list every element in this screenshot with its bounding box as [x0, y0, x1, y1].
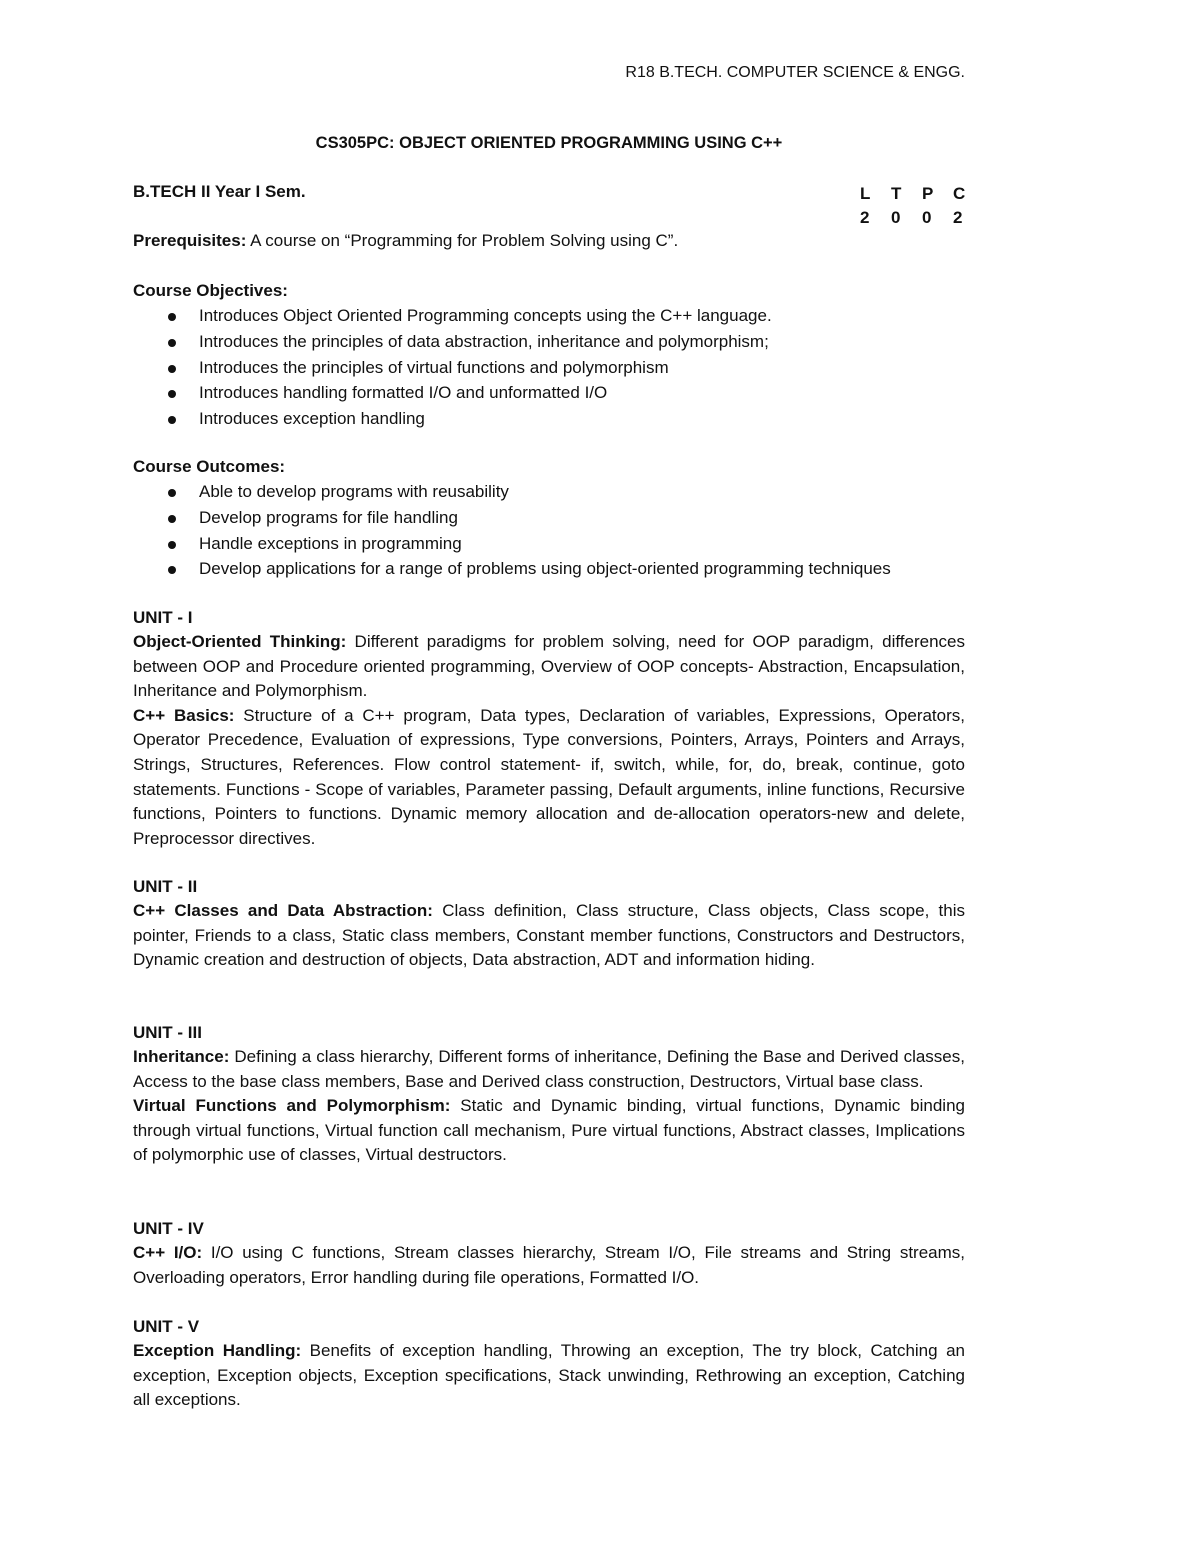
- outcomes-heading: Course Outcomes:: [133, 457, 286, 476]
- outcome-text: Develop programs for file handling: [199, 507, 458, 527]
- ltpc-label: L: [860, 184, 871, 203]
- unit-paragraph: [133, 1241, 965, 1290]
- ltpc-value: 0: [891, 208, 901, 227]
- bullet-icon: [168, 365, 176, 373]
- topic-label: Virtual Functions and Polymorphism:: [133, 1096, 451, 1116]
- course-outcomes: [133, 455, 965, 582]
- list-item: [133, 329, 965, 355]
- list-item: [133, 556, 965, 582]
- ltpc-labels-row: [860, 182, 965, 206]
- outcome-text: Handle exceptions in programming: [199, 533, 462, 553]
- topic-text: Structure of a C++ program, Data types, Declaration of variables, Expressions, Operators, Operator Precedence, Evaluation of expressions, Type conversions, Pointers, Arrays, Pointers and Arrays, Strings, Structures, References. Flow control statement- if, switch, while, for, do, break, continue, goto statements. Functions - Scope of variables, Parameter passing, Default arguments, inline functions, Recursive functions, Pointers to functions. Dynamic memory allocation and de-allocation operators-new and delete, Preprocessor directives.: [133, 705, 965, 848]
- objective-text: Introduces the principles of virtual functions and polymorphism: [199, 357, 669, 377]
- bullet-icon: [168, 566, 176, 574]
- objective-text: Introduces Object Oriented Programming concepts using the C++ language.: [199, 306, 772, 325]
- unit-heading: UNIT - II: [133, 877, 198, 896]
- unit-4: [133, 1217, 965, 1290]
- topic-label: Inheritance:: [133, 1047, 230, 1066]
- bullet-icon: [168, 489, 176, 497]
- ltpc-value: 0: [922, 208, 932, 227]
- ltpc-label: C: [953, 184, 966, 203]
- course-title: CS305PC: OBJECT ORIENTED PROGRAMMING USING C++: [315, 134, 783, 152]
- ltpc-value: 2: [860, 208, 870, 227]
- prerequisites-text: A course on “Programming for Problem Solving using C”.: [246, 231, 679, 250]
- bullet-icon: [168, 339, 176, 347]
- unit-paragraph: [133, 1339, 965, 1413]
- bullet-icon: [168, 416, 176, 424]
- unit-paragraph: [133, 630, 965, 704]
- unit-2: [133, 875, 965, 973]
- objective-text: Introduces the principles of data abstraction, inheritance and polymorphism;: [199, 331, 769, 351]
- semester-label: B.TECH II Year I Sem.: [133, 182, 306, 201]
- topic-label: C++ I/O:: [133, 1243, 203, 1262]
- ltpc-value: 2: [953, 208, 963, 227]
- course-objectives: [133, 279, 965, 432]
- unit-paragraph: [133, 704, 965, 852]
- topic-text: Benefits of exception handling, Throwing an exception, The try block, Catching an exception, Exception objects, Exception specifications, Stack unwinding, Rethrowing an exception, Catching all exceptions.: [133, 1341, 966, 1410]
- list-item: [133, 380, 965, 406]
- bullet-icon: [168, 515, 176, 523]
- unit-paragraph: [133, 1045, 965, 1094]
- topic-text: Defining a class hierarchy, Different forms of inheritance, Defining the Base and Derived classes, Access to the base class members, Base and Derived class construction, Destructors, Virtual base class.: [133, 1047, 965, 1091]
- topic-label: C++ Basics:: [133, 705, 235, 725]
- ltpc-label: T: [891, 184, 902, 203]
- bullet-icon: [168, 313, 176, 321]
- unit-5: [133, 1315, 965, 1413]
- topic-label: C++ Classes and Data Abstraction:: [133, 901, 433, 920]
- program-header: R18 B.TECH. COMPUTER SCIENCE & ENGG.: [625, 64, 965, 81]
- bullet-icon: [168, 390, 176, 398]
- outcome-text: Develop applications for a range of problems using object-oriented programming techniques: [199, 559, 891, 579]
- list-item: [133, 531, 965, 557]
- ltpc-values-row: [860, 206, 965, 230]
- ltpc-label: P: [922, 184, 934, 203]
- ltpc-table: [860, 182, 965, 230]
- objectives-list: [133, 303, 965, 432]
- unit-3: [133, 1021, 965, 1168]
- unit-heading: UNIT - V: [133, 1317, 200, 1336]
- unit-paragraph: [133, 1094, 965, 1168]
- list-item: [133, 355, 965, 381]
- objectives-heading: Course Objectives:: [133, 281, 288, 300]
- unit-heading: UNIT - III: [133, 1023, 202, 1042]
- topic-text: Different paradigms for problem solving, need for OOP paradigm, differences between OOP and Procedure oriented programming, Overview of OOP concepts- Abstraction, Encapsulation, Inheritance and Polymorphism.: [133, 632, 965, 701]
- topic-text: Class definition, Class structure, Class objects, Class scope, this pointer, Friends to a class, Static class members, Constant member functions, Constructors and Destructors, Dynamic creation and destruction of objects, Data abstraction, ADT and information hiding.: [133, 901, 965, 970]
- outcome-text: Able to develop programs with reusability: [199, 482, 509, 501]
- list-item: [133, 505, 965, 531]
- topic-label: Object-Oriented Thinking:: [133, 632, 347, 651]
- unit-heading: UNIT - IV: [133, 1219, 204, 1238]
- topic-text: Static and Dynamic binding, virtual functions, Dynamic binding through virtual functions, Virtual function call mechanism, Pure virtual functions, Abstract classes, Implications of polymorphic use of classes, Virtual destructors.: [133, 1096, 965, 1165]
- objective-text: Introduces handling formatted I/O and unformatted I/O: [199, 383, 608, 403]
- topic-label: Exception Handling:: [133, 1341, 302, 1360]
- list-item: [133, 303, 965, 329]
- unit-1: [133, 606, 965, 851]
- outcomes-list: [133, 479, 965, 582]
- bullet-icon: [168, 541, 176, 549]
- topic-text: I/O using C functions, Stream classes hierarchy, Stream I/O, File streams and String streams, Overloading operators, Error handling during file operations, Formatted I/O.: [133, 1243, 965, 1287]
- prerequisites: [133, 229, 965, 254]
- unit-paragraph: [133, 899, 965, 973]
- list-item: [133, 406, 965, 432]
- unit-heading: UNIT - I: [133, 608, 193, 627]
- list-item: [133, 479, 965, 505]
- prerequisites-label: Prerequisites:: [133, 231, 247, 250]
- objective-text: Introduces exception handling: [199, 409, 425, 429]
